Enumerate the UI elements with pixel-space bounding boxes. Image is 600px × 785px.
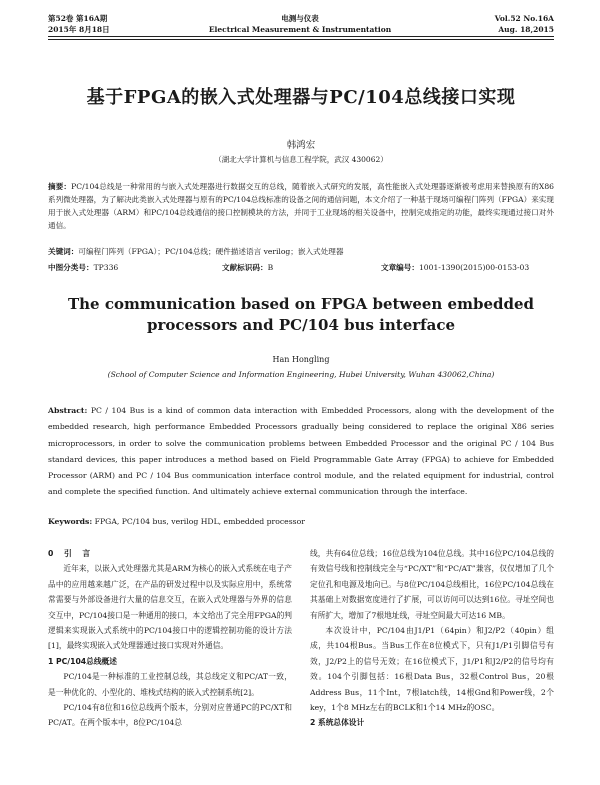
paragraph-pc104-pins: 本次设计中，PC/104由J1/P1（64pin）和J2/P2（40pin）组成，共104根Bus。当Bus工作在8位模式下，只有J1/P1引脚信号有效，J2/P2上的信号无效；在16位模式下，J1/P1和J2/P2的信号均有效。104个引脚包括：16根Data Bus，32根Control Bus，20根Address Bus，11个Int，7根latch线，14根Gnd和Power线，2个key，1个8 MHz左右的BCLK和1个14 MHz的OSC。 [310,626,554,713]
document-code-label: 文献标识码： [222,263,268,272]
paragraph-pc104-bus-width: 线，共有64位总线；16位总线为104位总线。其中16位PC/104总线的有效信号线和控制线完全与“PC/XT”和“PC/AT”兼容，仅仅增加了几个定位孔和电源及地向已。与8位PC/104总线相比，16位PC/104总线在其基础上对数据宽度进行了扩展，可以访问可以达到16位。寻址空间也有所扩大，增加了7根地址线，寻址空间最大可达16 MB。 [310,549,554,620]
author-english: Han Hongling [272,355,330,364]
title-chinese: 基于FPGA的嵌入式处理器与PC/104总线接口实现 [86,87,516,108]
section-heading-pc104: 1 PC/104总线概述 [48,656,117,666]
header-rule-thin [48,39,554,40]
affiliation-chinese: （湖北大学计算机与信息工程学院，武汉 430062） [214,155,388,164]
paragraph-pc104-definition: PC/104是一种标准的工业控制总线，其总线定义和PC/AT一致，是一种优化的、小型化的、堆栈式结构的嵌入式控制系统[2]。 [48,672,292,697]
abstract-chinese [48,180,554,232]
abstract-english [48,403,554,501]
keywords-english-label: Keywords: [48,517,93,526]
keywords-chinese [48,246,554,257]
article-number [381,262,529,273]
keywords-chinese-text: 可编程门阵列（FPGA）；PC/104总线；硬件描述语言 verilog；嵌入式处理器 [78,247,344,256]
article-number-value: 1001-1390(2015)00-0153-03 [418,263,530,272]
document-code [222,262,273,273]
clc-number [48,262,118,273]
header-volume-cn: 第52卷 第16A期 [48,14,108,23]
header-volume-en: Vol.52 No.16A [494,14,554,23]
keywords-chinese-label: 关键词： [48,247,79,256]
keywords-english [48,517,554,526]
abstract-english-text: PC / 104 Bus is a kind of common data interaction with Embedded Processors, along with the development of the embedded research, high performance Embedded Processors gradually being considered to replace the original X86 series microprocessors, in order to solve the communication problems between Embedded Processor and the original PC / 104 Bus standard devices, this paper introduces a method based on Field Programmable Gate Array (FPGA) to achieve for Embedded Processor (ARM) and PC / 104 Bus communication interface control module, and the related equipment for industrial, control and complete the specified function. And ultimately achieve external communication through the interface. [48,406,554,497]
paragraph-introduction: 近年来，以嵌入式处理器尤其是ARM为核心的嵌入式系统在电子产品中的应用越来越广泛，在产品的研发过程中以及实际应用中，系统常常需要与外部设备进行大量的信息交互，在嵌入式处理器与外界的信息交互中，PC/104接口是一种通用的接口，本文给出了完全用FPGA的判逻辑来实现嵌入式系统中的PC/104接口中的逻辑控制功能的设计方法[1]，最终实现嵌入式处理器通过接口实现对外通信。 [48,564,292,651]
abstract-english-label: Abstract: [48,406,88,415]
header-journal-cn: 电测与仪表 [281,14,319,23]
body-column-right [310,546,554,731]
document-code-value: B [267,263,274,272]
keywords-english-text: FPGA, PC/104 bus, verilog HDL, embedded processor [94,517,305,526]
header-rule [48,36,554,37]
article-number-label: 文章编号： [381,263,419,272]
affiliation-english: (School of Computer Science and Information Engineering, Hubei University, Wuhan 430062,China) [107,370,495,379]
body-column-left [48,546,292,731]
author-chinese: 韩鸿宏 [286,140,316,151]
paragraph-pc104-versions: PC/104有8位和16位总线两个版本，分别对应普通PC的PC/XT和PC/AT。在两个版本中，8位PC/104总 [48,703,292,728]
section-heading-system-design: 2 系统总体设计 [310,718,365,728]
title-english: The communication based on FPGA between embedded processors and PC/104 bus interface [67,295,535,334]
header-date-cn: 2015年 8月18日 [48,25,110,34]
abstract-chinese-text: PC/104总线是一种常用的与嵌入式处理器进行数据交互的总线，随着嵌入式研究的发展，高性能嵌入式处理器逐渐被考虑用来替换原有的X86系列微处理器，为了解决此类嵌入式处理器与原有的PC/104总线标准的设备之间的通信问题，本文介绍了一种基于现场可编程门阵列（FPGA）来实现用于嵌入式处理器（ARM）和PC/104总线通信的接口控制模块的方法，并同于工业现场的相关设备中，控制完成指定的功能，最终实现通过接口对外通信。 [48,182,555,230]
clc-label: 中图分类号： [48,263,94,272]
section-heading-introduction: 0 引 言 [48,549,95,558]
abstract-chinese-label: 摘要： [48,182,72,191]
header-journal-en: Electrical Measurement & Instrumentation [208,25,392,34]
header-date-en: Aug. 18,2015 [498,25,554,34]
clc-value: TP336 [93,263,119,272]
